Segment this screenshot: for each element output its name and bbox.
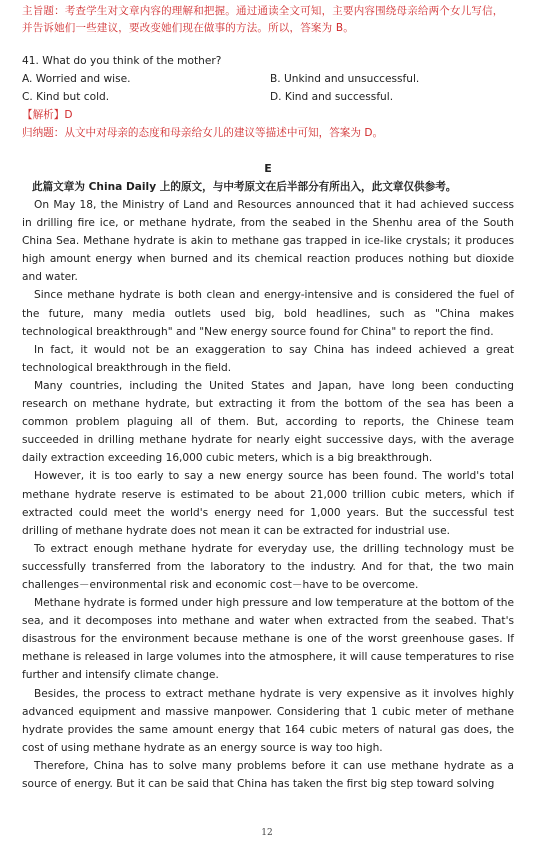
article-paragraph: Therefore, China has to solve many problems before it can use methane hydrate as a source of energy. But it can be said that China has taken the first big step toward solving — [22, 759, 514, 790]
article-paragraph: On May 18, the Ministry of Land and Resources announced that it had achieved success in drilling fire ice, or methane hydrate, from the seabed in the Shenhu area of the South China Sea. Methane hydrate is akin to methane gas trapped in ice-like crystals; it produces high amount energy when burned and its chemical reaction produces nothing but dioxide and water. — [22, 199, 514, 284]
question-options — [22, 70, 514, 106]
option-a: A. Worried and wise. — [22, 73, 131, 85]
article-paragraph: To extract enough methane hydrate for everyday use, the drilling technology must be successfully transferred from the laboratory to the industry. And for that, the two main challenges－environmental risk and economic cost－have to be overcome. — [22, 542, 514, 591]
page-number: 12 — [261, 828, 273, 838]
question-stem: 41. What do you think of the mother? — [22, 55, 222, 67]
answer-label: 【解析】D — [22, 109, 73, 121]
article-paragraph: Besides, the process to extract methane hydrate is very expensive as it involves highly advanced equipment and massive manpower. Considering that 1 cubic meter of methane hydrate provides the same amount energy that 164 cubic meters of natural gas does, the cost of using methane hydrate as an energy source is way too high. — [22, 687, 514, 754]
article-paragraph: Methane hydrate is formed under high pressure and low temperature at the bottom of the sea, and it decomposes into methane and water when extracted from the seabed. That's disastrous for the environment because methane is one of the worst greenhouse gases. If methane is released in large volumes into the atmosphere, it will cause temperatures to rise further and intensify climate change. — [22, 597, 515, 682]
article-paragraph: Many countries, including the United States and Japan, have long been conducting research on methane hydrate, but extracting it from the bottom of the sea has been a common problem plaguing all of them. But, according to reports, the Chinese team succeeded in drilling methane hydrate for nearly eight successive days, with the average daily extraction exceeding 16,000 cubic meters, which is a big breakthrough. — [22, 379, 514, 465]
option-b: B. Unkind and unsuccessful. — [270, 73, 420, 85]
topic-note: 主旨题：考查学生对文章内容的理解和把握。通过通读全文可知，主要内容围绕母亲给两个女儿写信，并告诉她们一些建议，要改变她们现在做事的方法。所以，答案为 B。 — [22, 5, 504, 34]
option-d: D. Kind and successful. — [270, 91, 394, 103]
article-paragraph: Since methane hydrate is both clean and energy-intensive and is considered the fuel of the future, many media outlets used big, bold headlines, such as "China makes technological breakthrough" and "New energy source found for China" to report the find. — [22, 289, 514, 338]
option-c: C. Kind but cold. — [22, 91, 110, 103]
source-note: 此篇文章为 China Daily 上的原文，与中考原文在后半部分有所出入，此文章仅供参考。 — [32, 181, 457, 193]
answer-explanation: 归纳题：从文中对母亲的态度和母亲给女儿的建议等描述中可知，答案为 D。 — [22, 127, 384, 139]
article-paragraph: In fact, it would not be an exaggeration to say China has indeed achieved a great technological breakthrough in the field. — [22, 343, 514, 374]
article-paragraph: However, it is too early to say a new energy source has been found. The world's total methane hydrate reserve is estimated to be about 21,000 trillion cubic meters, which if extracted could meet the world's energy need for 1,000 years. But the successful test drilling of methane hydrate does not mean it can be extracted for industrial use. — [22, 470, 514, 537]
section-letter: E — [264, 162, 272, 175]
